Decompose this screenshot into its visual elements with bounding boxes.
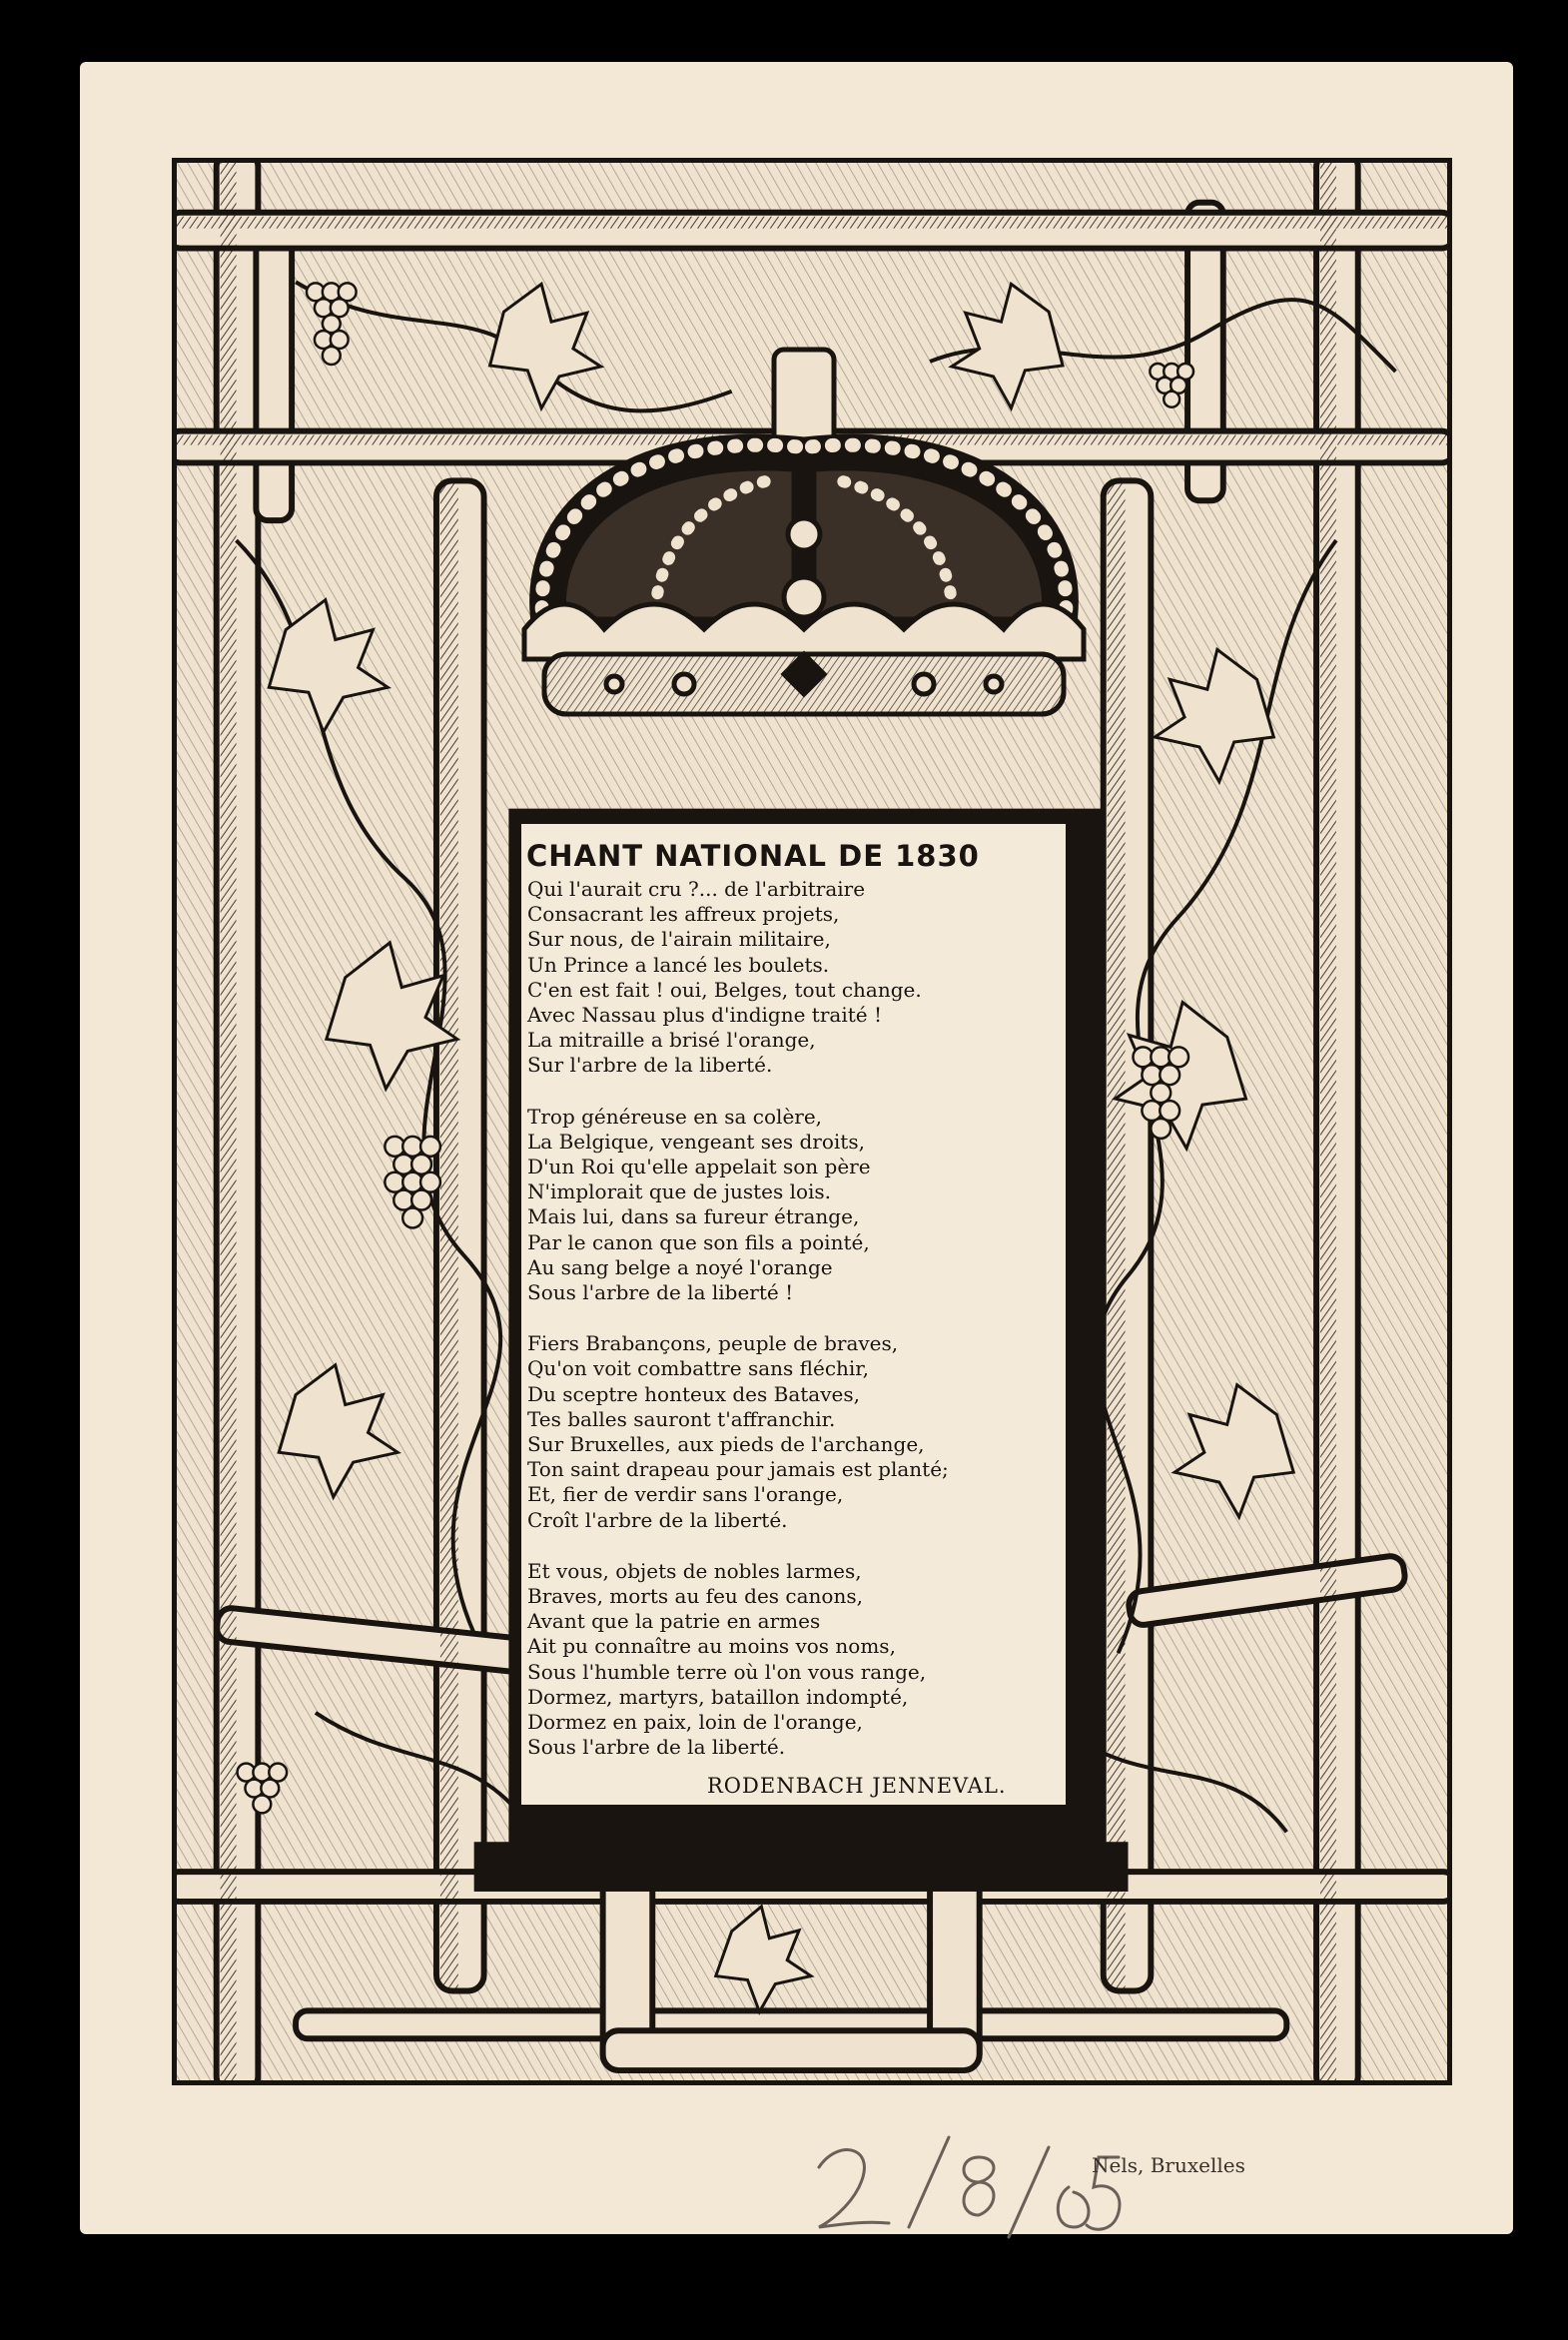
publisher-imprint: Nels, Bruxelles (1092, 2153, 1245, 2177)
verse-line: Sur nous, de l'airain militaire, (527, 927, 831, 952)
verse-line: Mais lui, dans sa fureur étrange, (527, 1204, 860, 1229)
verse-line: Et, fier de verdir sans l'orange, (527, 1482, 844, 1507)
verse-line: Avant que la patrie en armes (527, 1609, 821, 1634)
verse-line: La mitraille a brisé l'orange, (527, 1028, 816, 1053)
verse-line: Sous l'humble terre où l'on vous range, (527, 1659, 927, 1684)
verse-line: Qui l'aurait cru ?... de l'arbitraire (527, 877, 866, 901)
royal-crown-icon (504, 330, 1104, 729)
verse-line: Par le canon que son fils a pointé, (527, 1229, 870, 1254)
poem-verses (527, 877, 1067, 1787)
poem-title: CHANT NATIONAL DE 1830 (526, 839, 980, 873)
verse-line: Croît l'arbre de la liberté. (527, 1507, 788, 1532)
verse-line: Consacrant les affreux projets, (527, 902, 840, 927)
verse-line: Sur Bruxelles, aux pieds de l'archange, (527, 1432, 925, 1457)
verse-line: Fiers Brabançons, peuple de braves, (527, 1331, 899, 1356)
verse-line: Braves, morts au feu des canons, (527, 1584, 863, 1609)
verse-line: Ton saint drapeau pour jamais est planté; (527, 1457, 949, 1482)
verse-line: Et vous, objets de nobles larmes, (527, 1558, 862, 1583)
verse-line: Sur l'arbre de la liberté. (527, 1053, 773, 1078)
verse-line: Au sang belge a noyé l'orange (527, 1254, 833, 1279)
verse-line: Tes balles sauront t'affranchir. (527, 1406, 836, 1431)
handwritten-date (799, 2127, 1129, 2247)
verse-line: Sous l'arbre de la liberté. (527, 1735, 786, 1760)
verse-line: Un Prince a lancé les boulets. (527, 952, 830, 977)
verse-line: C'en est fait ! oui, Belges, tout change. (527, 977, 922, 1002)
verse-line: N'implorait que de justes lois. (527, 1179, 832, 1204)
stanza-2 (527, 1105, 1067, 1306)
verse-line: La Belgique, vengeant ses droits, (527, 1129, 865, 1154)
verse-line: Sous l'arbre de la liberté ! (527, 1280, 794, 1305)
verse-line: D'un Roi qu'elle appelait son père (527, 1155, 871, 1179)
verse-line: Du sceptre honteux des Bataves, (527, 1381, 860, 1406)
verse-line: Dormez en paix, loin de l'orange, (527, 1710, 863, 1735)
verse-line: Trop généreuse en sa colère, (527, 1104, 823, 1129)
verse-line: Avec Nassau plus d'indigne traité ! (527, 1003, 882, 1028)
verse-line: Ait pu connaître au moins vos noms, (527, 1634, 896, 1659)
stanza-4 (527, 1559, 1067, 1761)
stanza-3 (527, 1331, 1067, 1533)
stanza-1 (527, 877, 1067, 1079)
verse-line: Qu'on voit combattre sans fléchir, (527, 1356, 870, 1381)
poem-author: RODENBACH JENNEVAL. (707, 1774, 1007, 1798)
verse-line: Dormez, martyrs, bataillon indompté, (527, 1684, 909, 1709)
